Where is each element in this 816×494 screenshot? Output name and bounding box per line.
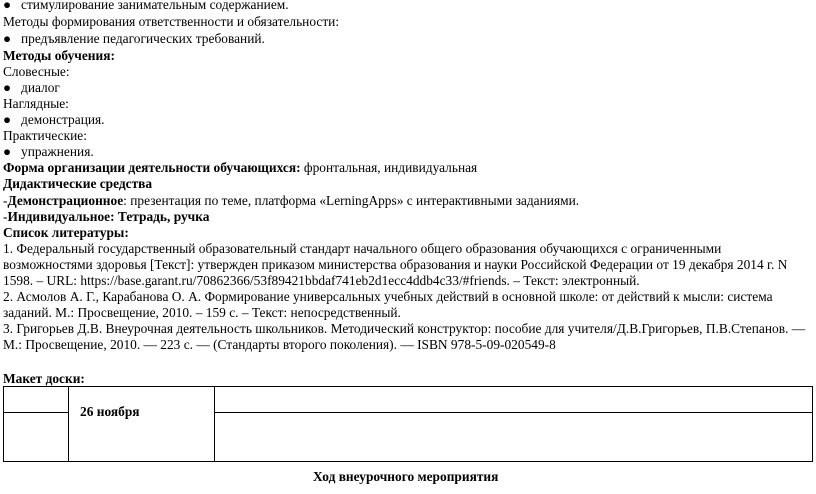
section-heading	[3, 48, 115, 63]
heading-text: Дидактические средства	[3, 176, 153, 191]
literature-line: М.: Просвещение, 2010. — 223 с. — (Стандарты второго поколения). — ISBN 978-5-09-020549-8	[3, 337, 556, 352]
literature-line: 1598. – URL: https://base.garant.ru/70862366/53f89421bbdaf741eb2d1ecc4ddb4c33/#friends. – Текст: электронный.	[3, 273, 640, 288]
bullet-icon: ●	[3, 144, 12, 159]
dash: -	[3, 209, 8, 224]
demo-value: : презентация по теме, платформа «LerningApps» с интерактивными заданиями.	[123, 193, 580, 208]
didactic-indiv	[3, 209, 209, 224]
event-title: Ход внеурочного мероприятия	[313, 469, 499, 484]
didactic-demo	[3, 193, 579, 208]
text: диалог	[21, 80, 60, 95]
literature-line: заданий. М.: Просвещение, 2010. – 159 с. – Текст: непосредственный.	[3, 305, 401, 320]
bullet-line	[3, 80, 60, 95]
didactic-heading	[3, 176, 152, 191]
heading-text: Макет доски:	[3, 371, 85, 386]
text: упражнения.	[21, 144, 94, 159]
bullet-line	[3, 31, 265, 46]
literature-line: 1. Федеральный государственный образовательный стандарт начального общего образования обучающихся с ограниченными	[3, 241, 722, 256]
board-heading	[3, 371, 85, 386]
bullet-line	[3, 144, 94, 159]
bullet-icon: ●	[3, 112, 12, 127]
literature-heading	[3, 225, 129, 240]
demo-label: Демонстрационное	[7, 193, 124, 208]
text-line: Наглядные:	[3, 96, 69, 111]
heading-text: Методы обучения:	[3, 48, 115, 63]
text-line: Методы формирования ответственности и обязательности:	[3, 14, 340, 29]
board-cell-right	[215, 387, 812, 461]
literature-line: возможностями здоровья [Текст]: утвержден приказом министерства образования и науки Российской Федерации от 19 декабря 2014 г. N	[3, 257, 788, 272]
dash: -	[3, 193, 8, 208]
bullet-line	[3, 112, 105, 127]
board-date: 26 ноября	[80, 404, 140, 419]
form-value: фронтальная, индивидуальная	[300, 160, 478, 175]
text-line: Практические:	[3, 128, 87, 143]
text-line: Словесные:	[3, 64, 70, 79]
text: стимулирование занимательным содержанием.	[21, 0, 289, 12]
board-cell-date	[69, 387, 215, 461]
form-line	[3, 160, 477, 175]
text: демонстрация.	[21, 112, 105, 127]
literature-line: 2. Асмолов А. Г., Карабанова О. А. Формирование универсальных учебных действий в основной школе: от действий к мысли: система	[3, 289, 773, 304]
board-cell-left	[4, 387, 69, 461]
text: предъявление педагогических требований.	[21, 31, 265, 46]
bullet-icon: ●	[3, 0, 12, 12]
form-label: Форма организации деятельности обучающихся:	[3, 160, 301, 175]
bullet-icon: ●	[3, 80, 12, 95]
board-layout-table	[3, 386, 813, 462]
board-divider	[4, 412, 69, 413]
bullet-line	[3, 0, 289, 12]
bullet-icon: ●	[3, 31, 12, 46]
indiv-label: Индивидуальное: Тетрадь, ручка	[7, 209, 210, 224]
board-divider	[215, 412, 812, 413]
heading-text: Список литературы:	[3, 225, 129, 240]
literature-line: 3. Григорьев Д.В. Внеурочная деятельность школьников. Методический конструктор: пособие для учителя/Д.В.Григорьев, П.В.Степанов. —	[3, 321, 806, 336]
